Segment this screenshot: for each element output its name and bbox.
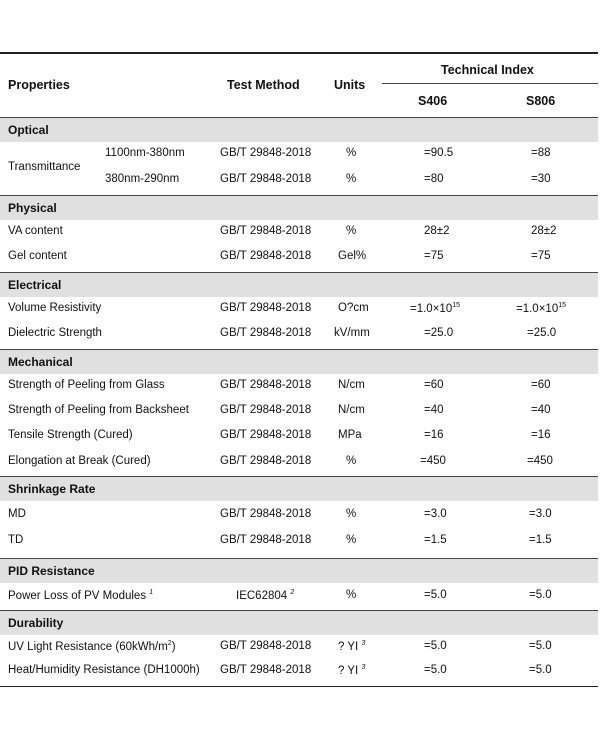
cell-s406: 28±2 — [424, 225, 450, 237]
cell-property: Strength of Peeling from Backsheet — [8, 404, 189, 416]
section-pid-resistance — [0, 558, 598, 583]
cell-unit: MPa — [338, 429, 362, 441]
cell-s406: =450 — [420, 455, 446, 467]
table-row — [0, 659, 598, 684]
cell-s806: =60 — [531, 379, 551, 391]
cell-sub: 1100nm-380nm — [105, 147, 185, 159]
cell-s806-exponent: 15 — [558, 302, 567, 309]
footnote-marker: 3 — [361, 640, 366, 647]
cell-s806: =450 — [527, 455, 553, 467]
cell-property: Tensile Strength (Cured) — [8, 429, 133, 441]
section-durability — [0, 610, 598, 635]
header-units: Units — [334, 78, 366, 92]
cell-s406: =75 — [424, 250, 444, 262]
cell-method: GB/T 29848-2018 — [220, 250, 312, 262]
cell-s406: =90.5 — [424, 147, 454, 159]
section-title: PID Resistance — [8, 564, 95, 578]
cell-property: Elongation at Break (Cured) — [8, 455, 151, 467]
cell-s806: =5.0 — [529, 664, 552, 676]
cell-method: GB/T 29848-2018 — [220, 225, 312, 237]
cell-method: GB/T 29848-2018 — [220, 508, 312, 520]
header-technical-index-rule — [382, 83, 598, 84]
section-shrinkage-rate — [0, 476, 598, 501]
section-title: Optical — [8, 123, 49, 137]
table-bottom-rule — [0, 686, 598, 687]
cell-unit: % — [346, 589, 357, 601]
cell-s806: =75 — [531, 250, 551, 262]
table-row — [0, 503, 598, 528]
cell-method: GB/T 29848-2018 — [220, 302, 312, 314]
section-electrical — [0, 272, 598, 297]
cell-property: Dielectric Strength — [8, 327, 102, 339]
cell-property-text: Power Loss of PV Modules — [8, 589, 147, 602]
table-row — [0, 584, 598, 609]
header-s406: S406 — [418, 94, 448, 108]
cell-unit — [338, 664, 365, 677]
cell-s406 — [410, 302, 460, 315]
section-title: Electrical — [8, 278, 62, 292]
cell-s406: =80 — [424, 173, 444, 185]
footnote-marker: 2 — [290, 589, 295, 596]
cell-unit: % — [346, 147, 357, 159]
cell-method-text: IEC62804 — [236, 589, 288, 602]
table-row — [0, 424, 598, 449]
cell-unit: N/cm — [338, 404, 365, 416]
cell-unit: % — [346, 225, 357, 237]
cell-unit: % — [346, 508, 357, 520]
cell-method: GB/T 29848-2018 — [220, 147, 312, 159]
cell-s806: 28±2 — [531, 225, 557, 237]
cell-method: GB/T 29848-2018 — [220, 664, 312, 676]
table-row — [0, 322, 598, 347]
table-row — [0, 297, 598, 322]
cell-unit: % — [346, 455, 357, 467]
table-row — [0, 374, 598, 399]
table-header — [0, 54, 598, 116]
cell-property: Gel content — [8, 250, 67, 262]
cell-unit: Gel% — [338, 250, 367, 262]
cell-s406: =25.0 — [424, 327, 454, 339]
cell-s406: =5.0 — [424, 640, 447, 652]
cell-property-text: UV Light Resistance (60kWh/m — [8, 640, 168, 653]
cell-unit: % — [346, 534, 357, 546]
cell-method: GB/T 29848-2018 — [220, 640, 312, 652]
cell-s806-value: =1.0×10 — [516, 302, 559, 315]
cell-unit: kV/mm — [334, 327, 370, 339]
cell-s406: =3.0 — [424, 508, 447, 520]
cell-unit-text: ? YI — [338, 664, 359, 677]
section-optical — [0, 117, 598, 142]
section-physical — [0, 195, 598, 220]
cell-s806 — [516, 302, 566, 315]
cell-s806: =16 — [531, 429, 551, 441]
cell-method: GB/T 29848-2018 — [220, 404, 312, 416]
cell-method: GB/T 29848-2018 — [220, 534, 312, 546]
cell-s406: =1.5 — [424, 534, 447, 546]
footnote-marker: 3 — [361, 664, 366, 671]
cell-property: Heat/Humidity Resistance (DH1000h) — [8, 664, 200, 676]
section-title: Durability — [8, 616, 64, 630]
section-title: Physical — [8, 201, 57, 215]
cell-s806: =3.0 — [529, 508, 552, 520]
footnote-marker: 1 — [149, 589, 154, 596]
cell-unit: % — [346, 173, 357, 185]
header-properties: Properties — [8, 78, 70, 92]
cell-method — [236, 589, 294, 602]
cell-property — [8, 589, 153, 602]
table-row — [0, 635, 598, 660]
cell-s806: =88 — [531, 147, 551, 159]
cell-s406-exponent: 15 — [452, 302, 461, 309]
cell-sub: 380nm-290nm — [105, 173, 180, 185]
cell-property: Volume Resistivity — [8, 302, 102, 314]
superscript: 2 — [167, 640, 172, 647]
table-row — [0, 399, 598, 424]
table-row — [0, 450, 598, 475]
cell-method: GB/T 29848-2018 — [220, 379, 312, 391]
cell-property: MD — [8, 508, 26, 520]
cell-unit-text: ? YI — [338, 640, 359, 653]
cell-s806: =40 — [531, 404, 551, 416]
cell-unit: O?cm — [338, 302, 369, 314]
cell-s406: =5.0 — [424, 664, 447, 676]
table-row — [0, 529, 598, 554]
section-mechanical — [0, 349, 598, 374]
cell-s806: =5.0 — [529, 589, 552, 601]
cell-s806: =1.5 — [529, 534, 552, 546]
header-technical-index: Technical Index — [441, 63, 534, 77]
header-test-method: Test Method — [227, 78, 300, 92]
cell-property: TD — [8, 534, 24, 546]
cell-method: GB/T 29848-2018 — [220, 173, 312, 185]
cell-method: GB/T 29848-2018 — [220, 429, 312, 441]
cell-method: GB/T 29848-2018 — [220, 455, 312, 467]
cell-s406: =60 — [424, 379, 444, 391]
cell-s406: =5.0 — [424, 589, 447, 601]
header-s806: S806 — [526, 94, 556, 108]
cell-unit — [338, 640, 365, 653]
cell-s406: =16 — [424, 429, 444, 441]
cell-s806: =5.0 — [529, 640, 552, 652]
cell-method: GB/T 29848-2018 — [220, 327, 312, 339]
table-row — [0, 142, 598, 167]
cell-unit: N/cm — [338, 379, 365, 391]
cell-s806: =25.0 — [527, 327, 557, 339]
section-title: Mechanical — [8, 355, 73, 369]
table-row — [0, 220, 598, 245]
cell-property: Strength of Peeling from Glass — [8, 379, 165, 391]
cell-property — [8, 640, 176, 653]
cell-s406-value: =1.0×10 — [410, 302, 453, 315]
cell-s806: =30 — [531, 173, 551, 185]
section-title: Shrinkage Rate — [8, 482, 96, 496]
table-row — [0, 245, 598, 270]
cell-property-tail: ) — [171, 640, 176, 653]
table-row — [0, 168, 598, 193]
cell-s406: =40 — [424, 404, 444, 416]
cell-property: VA content — [8, 225, 63, 237]
transmittance-label: Transmittance — [8, 161, 81, 173]
